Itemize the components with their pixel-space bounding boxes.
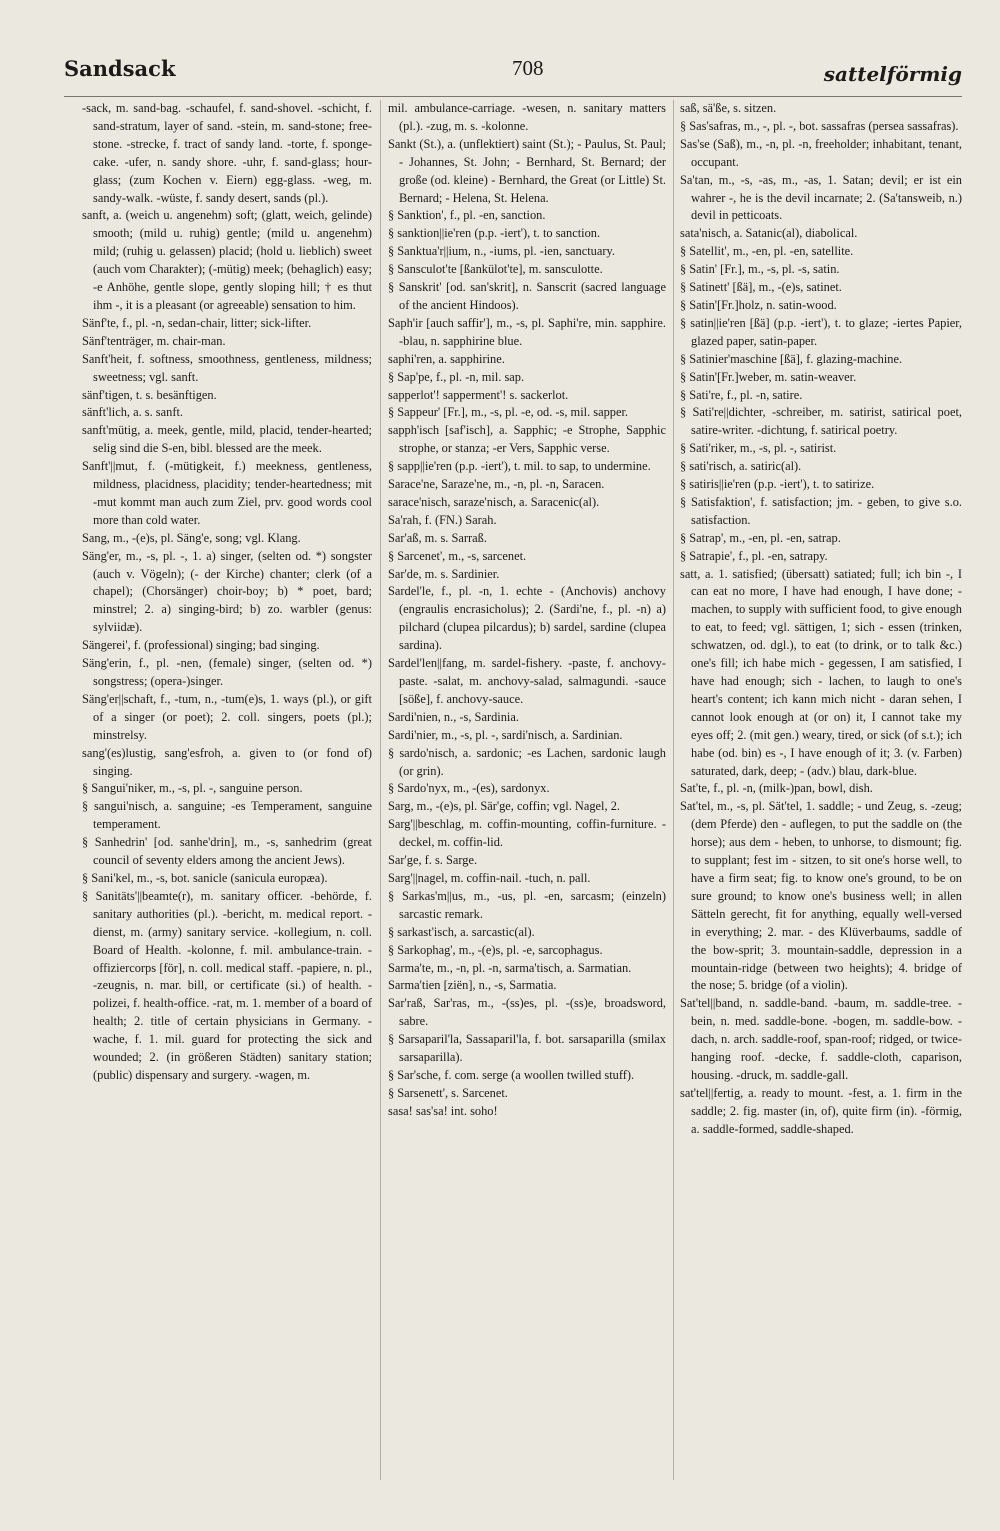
dictionary-entry: Sarma'tien [ziën], n., -s, Sarmatia.: [388, 978, 557, 993]
dictionary-entry: Sang, m., -(e)s, pl. Säng'e, song; vgl. Klang.: [82, 530, 301, 545]
dictionary-entry: Sat'te, f., pl. -n, (milk-)pan, bowl, dish.: [680, 781, 873, 796]
dictionary-entry: Sa'rah, f. (FN.) Sarah.: [388, 512, 497, 527]
column-1: [82, 100, 372, 1520]
dictionary-entry: sanft'mütig, a. meek, gentle, mild, placid, tender-hearted; selig sind die S-en, bibl. blessed are the meek.: [82, 423, 372, 456]
dictionary-entry: § satiris||ie'ren (p.p. -iert'), t. to satirize.: [680, 477, 875, 492]
dictionary-entry: § Sanhedrin' [od. sanhe'drin], m., -s, sanhedrim (great council of seventy elders among the ancient Jews).: [82, 835, 372, 868]
dictionary-entry: § Sar'sche, f. com. serge (a woollen twilled stuff).: [388, 1067, 635, 1082]
dictionary-entry: sänft'lich, a. s. sanft.: [82, 405, 183, 420]
dictionary-entry: § Sati'riker, m., -s, pl. -, satirist.: [680, 441, 837, 456]
dictionary-entry: Sarace'ne, Saraze'ne, m., -n, pl. -n, Saracen.: [388, 477, 605, 492]
dictionary-entry: § sanktion||ie'ren (p.p. -iert'), t. to sanction.: [388, 226, 601, 241]
dictionary-entry: § Satin' [Fr.], m., -s, pl. -s, satin.: [680, 262, 840, 277]
dictionary-entry: Sardel'len||fang, m. sardel-fishery. -paste, f. anchovy-paste. -salat, m. anchovy-salad, salmagundi. -sauce [söße], f. anchovy-sauce.: [388, 656, 666, 706]
dictionary-entry: mil. ambulance-carriage. -wesen, n. sanitary matters (pl.). -zug, m. s. -kolonne.: [388, 101, 666, 133]
dictionary-entry: Sardi'nier, m., -s, pl. -, sardi'nisch, a. Sardinian.: [388, 727, 623, 742]
dictionary-entry: § sarkast'isch, a. sarcastic(al).: [388, 924, 535, 939]
dictionary-entry: Sänf'te, f., pl. -n, sedan-chair, litter; sick-lifter.: [82, 315, 312, 330]
dictionary-entry: § Satrapie', f., pl. -en, satrapy.: [680, 548, 828, 563]
dictionary-entry: § Sanitäts'||beamte(r), m. sanitary officer. -behörde, f. sanitary authorities (pl.). -bericht, m. medical report. -dienst, m. (army) sanitary service. -kollegium, n. coll. Board of Health. -kolonne, f. mil. ambulance-train. -offiziercorps [för], n. coll. medical staff. -papiere, n. pl., -zeugnis, n. mar. bill, or certificate (si.) of health. -polizei, f. health-office. -rat, m. 1. member of a board of health; 2. title of certain physicians in Germany. -wache, f. 1. mil. guard for protecting the sick and wounded; 2. (in größeren Städten) sanitary station; (public) dispensary and surgery. -wagen, m.: [82, 888, 372, 1082]
dictionary-entry: Sat'tel||band, n. saddle-band. -baum, m. saddle-tree. -bein, n. med. saddle-bone. -bogen, m. saddle-bow. -dach, n. arch. saddle-roof, span-roof; ridged, or twice-hanging roof. -decke, f. saddle-cloth, caparison, housing. -druck, m. saddle-gall.: [680, 996, 962, 1082]
dictionary-entry: Sas'se (Saß), m., -n, pl. -n, freeholder; inhabitant, tenant, occupant.: [680, 136, 962, 169]
dictionary-entry: Sanft'heit, f. softness, smoothness, gentleness, mildness; sweetness; vgl. sanft.: [82, 351, 372, 384]
dictionary-entry: § Sarsenett', s. Sarcenet.: [388, 1085, 508, 1100]
dictionary-entry: § Sas'safras, m., -, pl. -, bot. sassafras (persea sassafras).: [680, 118, 959, 133]
dictionary-entry: § Sati're, f., pl. -n, satire.: [680, 387, 803, 402]
dictionary-entry: § Sansculot'te [ßankülot'te], m. sansculotte.: [388, 262, 603, 277]
column-divider: [380, 100, 381, 1480]
header-rule: [64, 96, 962, 97]
dictionary-entry: § Satisfaktion', f. satisfaction; jm. - geben, to give s.o. satisfaction.: [680, 494, 962, 527]
dictionary-entry: § Sani'kel, m., -s, bot. sanicle (sanicula europæa).: [82, 870, 328, 885]
dictionary-entry: sat'tel||fertig, a. ready to mount. -fest, a. 1. firm in the saddle; 2. fig. master (in, of), quite firm (in). -förmig, a. saddle-formed, saddle-shaped.: [680, 1085, 962, 1136]
dictionary-entry: sanft, a. (weich u. angenehm) soft; (glatt, weich, gelinde) smooth; (mild u. ruhig) gentle; (mild u. angenehm) mild; (ruhig u. gelassen) placid; (hold u. lieblich) sweet (auch vom Charakter); (-mütig) meek; (behaglich) easy; -e Anhöhe, gentle slope, gently sloping hill; † es thut ihm -, it is a pleasant (or agreeable) sensation to him.: [82, 208, 372, 312]
dictionary-entry: sasa! sas'sa! int. soho!: [388, 1103, 498, 1118]
dictionary-entry: Säng'er||schaft, f., -tum, n., -tum(e)s, 1. ways (pl.), or gift of a singer (or poet); 2. coll. singers, poets (pl.); minstrelsy.: [82, 691, 372, 742]
dictionary-entry: § Sanktion', f., pl. -en, sanction.: [388, 208, 546, 223]
running-head: [64, 52, 962, 92]
dictionary-entry: sapperlot'! sapperment'! s. sackerlot.: [388, 387, 569, 402]
dictionary-entry: Sat'tel, m., -s, pl. Sät'tel, 1. saddle; - und Zeug, s. -zeug; (dem Pferde) den - auflegen, to put the saddle on (the horse); aus dem - heben, to unhorse, to dismount; fig. to supplant; fest im - sitzen, to sit one's horse well, to have a firm seat; fig. to know one's ground, to be on sure ground; to know one's business well; in allen Sätteln gerecht, fit for anything, equally well-versed in everything; 2. mar. - des Klüverbaums, saddle of the bow-sprit; 3. mountain-saddle, depression in a mountain-ridge (between two heights); 4. bridge of the nose; 5. bridge (of a violin).: [680, 799, 962, 993]
dictionary-entry: sang'(es)lustig, sang'esfroh, a. given to (or fond of) singing.: [82, 745, 372, 778]
dictionary-entry: Säng'erin, f., pl. -nen, (female) singer, (selten od. *) songstress; (opera-)singer.: [82, 656, 372, 688]
column-divider: [673, 100, 674, 1480]
dictionary-entry: § Sati're||dichter, -schreiber, m. satirist, satirical poet, satire-writer. -dichtung, f. satirical poetry.: [680, 405, 962, 438]
dictionary-entry: § Satinier'maschine [ßä], f. glazing-machine.: [680, 351, 903, 366]
dictionary-entry: § Sarsaparil'la, Sassaparil'la, f. bot. sarsaparilla (smilax sarsaparilla).: [388, 1032, 666, 1065]
dictionary-entry: Sarg, m., -(e)s, pl. Sär'ge, coffin; vgl. Nagel, 2.: [388, 799, 620, 814]
dictionary-entry: § Sappeur' [Fr.], m., -s, pl. -e, od. -s, mil. sapper.: [388, 405, 629, 420]
dictionary-entry: Sarma'te, m., -n, pl. -n, sarma'tisch, a. Sarmatian.: [388, 960, 632, 975]
dictionary-entry: § Satrap', m., -en, pl. -en, satrap.: [680, 530, 841, 545]
dictionary-entry: Sankt (St.), a. (unflektiert) saint (St.); - Paulus, St. Paul; - Johannes, St. John; - Bernhard, St. Bernard; der große (od. kleine) - Bernhard, the Great (or Little) St. Bernard; - Helena, St. Helena.: [388, 136, 666, 205]
dictionary-entry: Sänf'tenträger, m. chair-man.: [82, 333, 226, 348]
page-number: 708: [512, 56, 544, 80]
dictionary-entry: § Sarkophag', m., -(e)s, pl. -e, sarcophagus.: [388, 942, 603, 957]
header-right-word: sattelförmig: [823, 62, 962, 86]
dictionary-entry: § sapp||ie'ren (p.p. -iert'), t. mil. to sap, to undermine.: [388, 459, 651, 474]
dictionary-entry: Sar'raß, Sar'ras, m., -(ss)es, pl. -(ss)e, broadsword, sabre.: [388, 996, 666, 1029]
dictionary-entry: sapph'isch [saf'isch], a. Sapphic; -e Strophe, Sapphic strophe, or stanza; -er Vers, Sapphic verse.: [388, 423, 666, 456]
dictionary-entry: § Satin'[Fr.]weber, m. satin-weaver.: [680, 369, 857, 384]
dictionary-entry: sata'nisch, a. Satanic(al), diabolical.: [680, 226, 858, 241]
dictionary-entry: saß, sä'ße, s. sitzen.: [680, 101, 777, 115]
dictionary-entry: Sarg'||nagel, m. coffin-nail. -tuch, n. pall.: [388, 870, 591, 885]
column-3: [680, 100, 962, 1520]
dictionary-entry: Sarg'||beschlag, m. coffin-mounting, coffin-furniture. -deckel, m. coffin-lid.: [388, 817, 666, 850]
dictionary-entry: § sati'risch, a. satiric(al).: [680, 459, 802, 474]
dictionary-entry: § sardo'nisch, a. sardonic; -es Lachen, sardonic laugh (or grin).: [388, 745, 666, 778]
dictionary-entry: Sar'ge, f. s. Sarge.: [388, 853, 478, 868]
dictionary-entry: Säng'er, m., -s, pl. -, 1. a) singer, (selten od. *) songster (auch v. Vögeln); (- der Kirche) chanter; clerk (of a chapel); (Chorsänger) choir-boy; b) * poet, bard; minstrel; 2. a) singing-bird; b) zo. warbler (genus: sylviidæ).: [82, 548, 372, 635]
dictionary-entry: Sardel'le, f., pl. -n, 1. echte - (Anchovis) anchovy (engraulis encrasicholus); 2. (Sardi'ne, f., pl. -n) a) pilchard (clupea pilcardus); b) sardel, sardine (clupea sardina).: [388, 584, 666, 653]
dictionary-entry: § Sardo'nyx, m., -(es), sardonyx.: [388, 781, 550, 796]
dictionary-entry: § Sanskrit' [od. san'skrit], n. Sanscrit (sacred language of the ancient Hindoos).: [388, 280, 666, 312]
dictionary-entry: § Sarkas'm||us, m., -us, pl. -en, sarcasm; (einzeln) sarcastic remark.: [388, 888, 666, 921]
header-left-word: Sandsack: [64, 56, 176, 81]
dictionary-entry: Sa'tan, m., -s, -as, m., -as, 1. Satan; devil; er ist ein wahrer -, he is the devil incarnate; 2. (Sa'tansweib, n.) devil in petticoats.: [680, 172, 962, 223]
dictionary-entry: Sardi'nien, n., -s, Sardinia.: [388, 709, 519, 724]
dictionary-entry: § sangui'nisch, a. sanguine; -es Temperament, sanguine temperament.: [82, 799, 372, 832]
dictionary-entry: § Sangui'niker, m., -s, pl. -, sanguine person.: [82, 781, 303, 796]
dictionary-entry: § satin||ie'ren [ßä] (p.p. -iert'), t. to glaze; -iertes Papier, glazed paper, satin-paper.: [680, 315, 962, 348]
dictionary-entry: § Satin'[Fr.]holz, n. satin-wood.: [680, 297, 837, 312]
column-2: [388, 100, 666, 1520]
dictionary-entry: Sängerei', f. (professional) singing; bad singing.: [82, 638, 320, 653]
dictionary-entry: Sar'de, m. s. Sardinier.: [388, 566, 500, 581]
dictionary-entry: § Satinett' [ßä], m., -(e)s, satinet.: [680, 280, 842, 295]
dictionary-entry: Saph'ir [auch saffir'], m., -s, pl. Saphi're, min. sapphire. -blau, n. sapphirine blue.: [388, 315, 666, 348]
dictionary-entry: § Sap'pe, f., pl. -n, mil. sap.: [388, 369, 525, 384]
dictionary-entry: sänf'tigen, t. s. besänftigen.: [82, 387, 217, 402]
dictionary-entry: § Sarcenet', m., -s, sarcenet.: [388, 548, 527, 563]
dictionary-entry: saphi'ren, a. sapphirine.: [388, 351, 505, 366]
dictionary-entry: -sack, m. sand-bag. -schaufel, f. sand-shovel. -schicht, f. sand-stratum, layer of sand. -stein, m. sand-stone; free-stone. -strecke, f. tract of sandy land. -torte, f. sponge-cake. -ufer, n. sandy shore. -uhr, f. sand-glass; hour-glass; (zum Kochen v. Eiern) egg-glass. -weg, m. sandy-walk. -wüste, f. sandy desert, sands (pl.).: [82, 101, 372, 205]
dictionary-entry: Sar'aß, m. s. Sarraß.: [388, 530, 487, 545]
dictionary-entry: sarace'nisch, saraze'nisch, a. Saracenic(al).: [388, 494, 600, 509]
dictionary-entry: § Sanktua'r||ium, n., -iums, pl. -ien, sanctuary.: [388, 244, 615, 259]
dictionary-entry: § Satellit', m., -en, pl. -en, satellite.: [680, 244, 854, 259]
dictionary-entry: satt, a. 1. satisfied; (übersatt) satiated; full; ich bin -, I can eat no more, I have had enough, I have done; - machen, to supply with sufficient food, to give enough to eat, to feed; vgl. sättigen, 1; sich - essen (trinken, schwatzen, od. dgl.), to eat (to drink, or to talk &c.) one's fill; ich habe mich - gegessen, I am satisfied, I have had enough; sich - lachen, to laugh to one's heart's content; ich kann mich nicht - daran sehen, I cannot look enough at (or on) it, I cannot take my eyes off; 2. (mit gen.) weary, tired, or sick (of s.t.); ich habe (od. bin) es -, I have enough of it; 3. (v. Farben) saturated, dark, deep; - (adv.) blau, dark-blue.: [680, 566, 962, 778]
dictionary-entry: Sanft'||mut, f. (-mütigkeit, f.) meekness, gentleness, mildness, placidness, placidity; tender-heartedness; mit -mut kommt man auch zum Ziel, prv. good words cool more than cold water.: [82, 459, 372, 527]
